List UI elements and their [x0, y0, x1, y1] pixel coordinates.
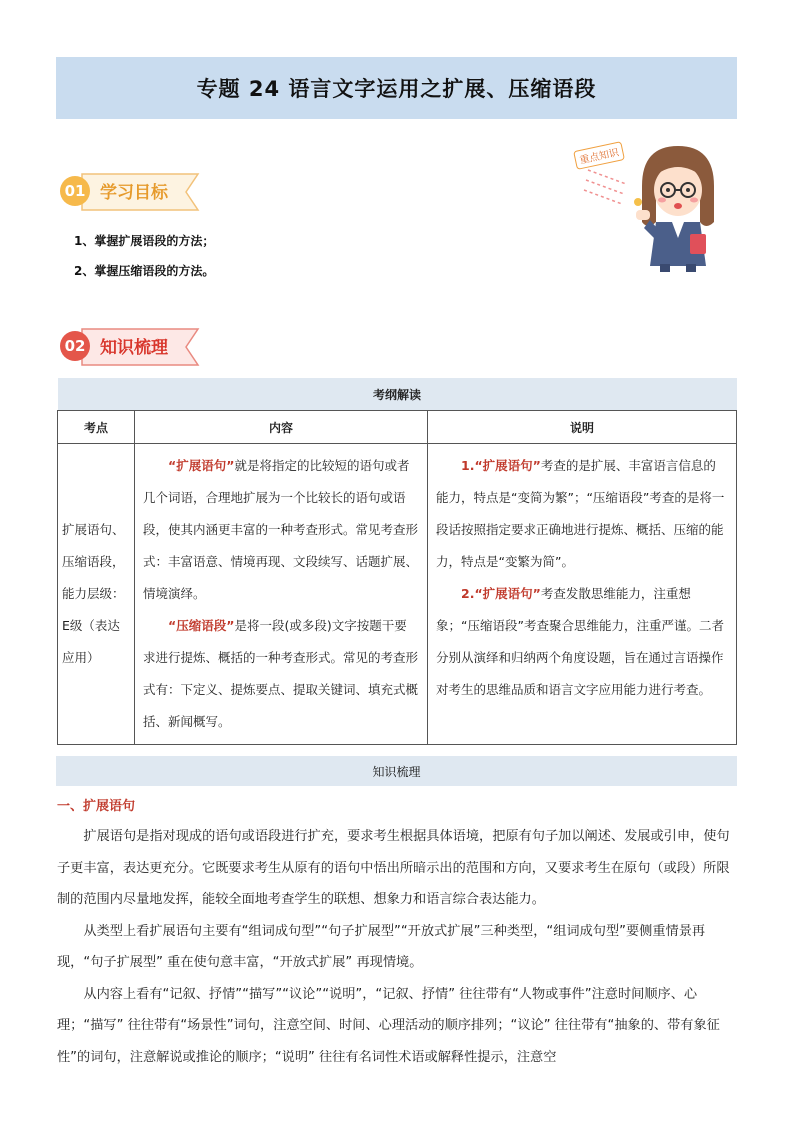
- section-label: 知识梳理: [100, 337, 168, 358]
- section-number-badge: 01: [60, 176, 90, 206]
- column-header: 考点: [58, 411, 135, 444]
- highlight-term: “压缩语段”: [168, 618, 235, 633]
- highlight-term: 1.“扩展语句”: [461, 458, 541, 473]
- exam-point-cell: 扩展语句、压缩语段，能力层级：E级（表达应用）: [58, 444, 135, 745]
- body-text: [57, 821, 739, 1073]
- column-header: 内容: [135, 411, 428, 444]
- content-text: 就是将指定的比较短的语句或者几个词语，合理地扩展为一个比较长的语句或语段，使其内涵更丰富的一种考查形式。常见考查形式：丰富语意、情境再现、文段续写、话题扩展、情境演绎。: [143, 458, 419, 601]
- content-cell: [135, 444, 428, 745]
- page-title: 专题 24 语言文字运用之扩展、压缩语段: [196, 77, 597, 101]
- section-number-badge: 02: [60, 331, 90, 361]
- section-heading-goals: [60, 170, 210, 214]
- paragraph: 扩展语句是指对现成的语句或语段进行扩充，要求考生根据具体语境，把原有句子加以阐述、发展或引申，使句子更丰富，表达更充分。它既要求考生从原有的语句中悟出所暗示出的范围和方向，又要求考生在原句（或段）所限制的范围内尽量地发挥，能较全面地考查学生的联想、想象力和语言综合表达能力。: [57, 829, 730, 907]
- goal-item: 2、掌握压缩语段的方法。: [74, 264, 215, 278]
- note-text: 考查发散思维能力，注重想象；“压缩语段”考查聚合思维能力，注重严谨。二者分别从演绎和归纳两个角度设题，旨在通过言语操作对考生的思维品质和语言文字应用能力进行考查。: [436, 586, 724, 697]
- teacher-illustration: [572, 138, 738, 273]
- paragraph: 从内容上看有“记叙、抒情”“描写”“议论”“说明”，“记叙、抒情” 往往带有“人物或事件”注意时间顺序、心理；“描写” 往往带有“场景性”词句，注意空间、时间、心理活动的顺序排列；“议论” 往往带有“抽象的、带有象征性”的词句，注意解说或推论的顺序；“说明” 往往有名词性术语或解释性提示，注意空: [57, 986, 720, 1065]
- section-label: 学习目标: [100, 182, 168, 203]
- highlight-term: “扩展语句”: [168, 458, 235, 473]
- note-cell: [428, 444, 737, 745]
- content-text: 是将一段(或多段)文字按题干要求进行提炼、概括的一种考查形式。常见的考查形式有：下定义、提炼要点、提取关键词、填充式概括、新闻概写。: [143, 618, 419, 729]
- paragraph: 从类型上看扩展语句主要有“组词成句型”“句子扩展型”“开放式扩展”三种类型，“组词成句型”要侧重情景再现，“句子扩展型” 重在使句意丰富，“开放式扩展” 再现情境。: [57, 923, 706, 970]
- outline-table: [57, 378, 737, 745]
- knowledge-band: 知识梳理: [56, 756, 737, 786]
- sub-heading: 一、扩展语句: [57, 799, 136, 814]
- title-bar: [56, 57, 737, 119]
- note-text: 考查的是扩展、丰富语言信息的能力，特点是“变简为繁”；“压缩语段”考查的是将一段话按照指定要求正确地进行提炼、概括、压缩的能力，特点是“变繁为简”。: [436, 458, 725, 569]
- highlight-term: 2.“扩展语句”: [461, 586, 541, 601]
- column-header: 说明: [428, 411, 737, 444]
- badge-text: 重点知识: [578, 147, 621, 167]
- table-caption: 考纲解读: [58, 378, 737, 411]
- section-heading-knowledge: [60, 325, 210, 369]
- goal-item: 1、掌握扩展语段的方法；: [74, 234, 215, 248]
